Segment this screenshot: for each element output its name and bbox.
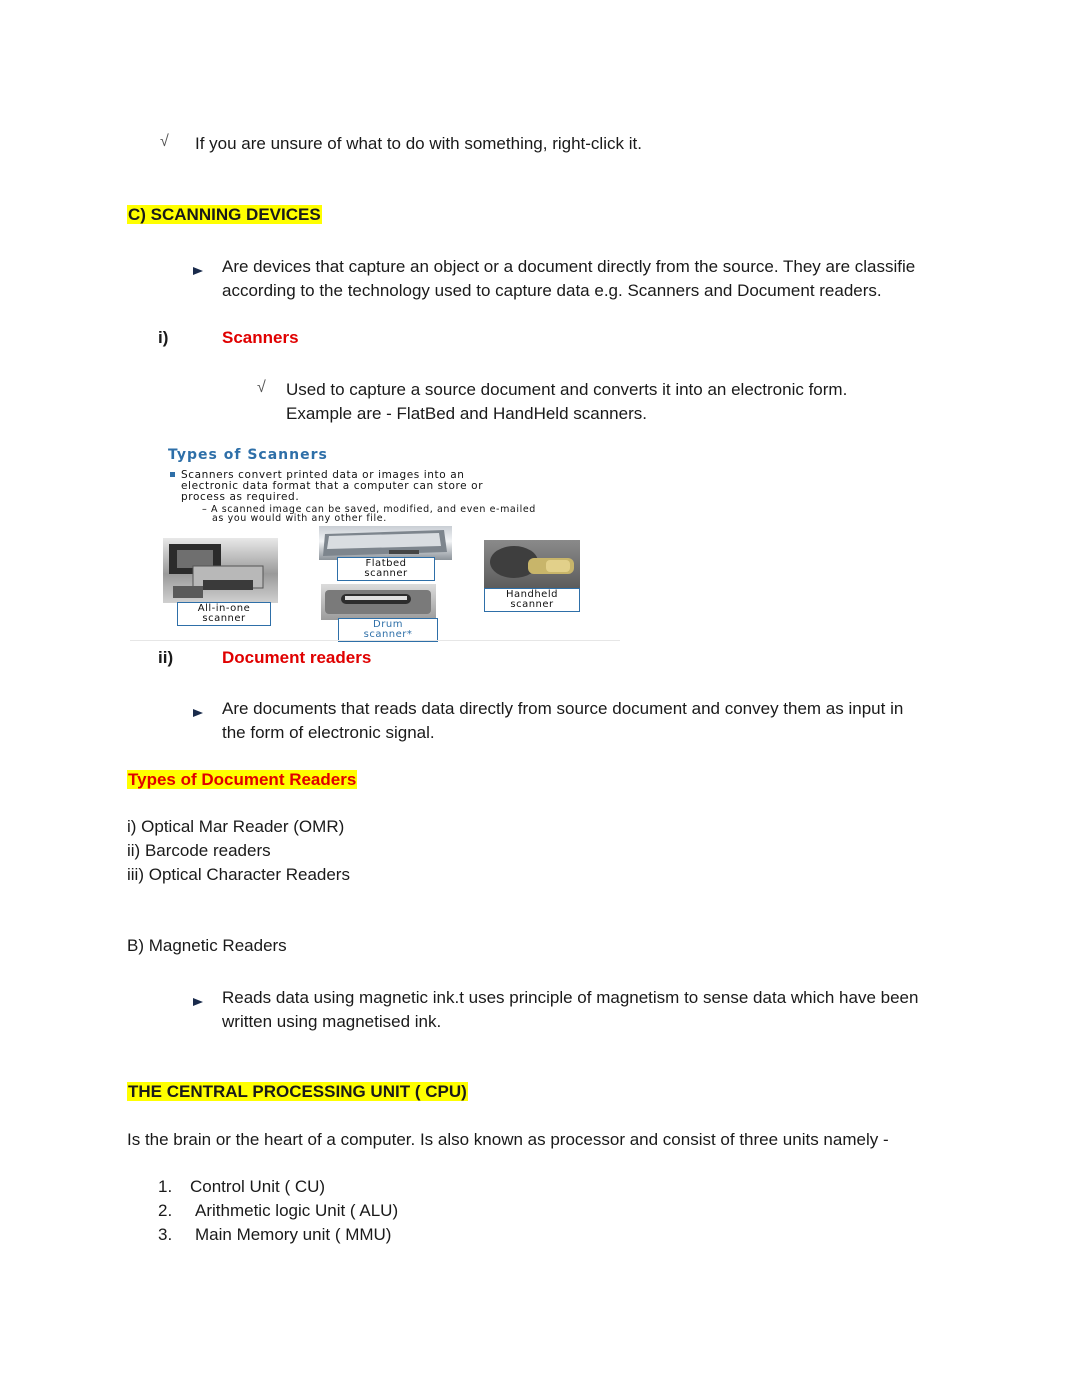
cpu-heading-text: THE CENTRAL PROCESSING UNIT ( CPU) <box>128 1082 467 1101</box>
drum-scanner-image <box>321 584 436 620</box>
arrow-bullet-icon <box>193 704 203 722</box>
scanners-heading: Scanners <box>222 328 299 347</box>
cpu-heading <box>127 1080 468 1104</box>
slide-divider <box>130 640 620 641</box>
handheld-caption: Handheld scanner <box>484 588 580 612</box>
document-readers-heading: Document readers <box>222 648 372 667</box>
doc-reader-item: i) Optical Mar Reader (OMR) <box>127 817 345 836</box>
section-c-heading-text: C) SCANNING DEVICES <box>128 205 321 224</box>
cpu-unit-number: 3. <box>158 1225 173 1244</box>
slide-title: Types of Scanners <box>168 447 328 463</box>
types-doc-readers-heading <box>127 768 357 792</box>
flatbed-caption: Flatbed scanner <box>337 557 435 581</box>
cpu-unit-number: 1. <box>158 1177 173 1196</box>
arrow-bullet-icon <box>193 993 203 1011</box>
section-c-desc-1: Are devices that capture an object or a document directly from the source. They are classifie <box>222 257 916 276</box>
slide-sub-line-2: as you would with any other file. <box>212 513 387 524</box>
magnetic-text-1: Reads data using magnetic ink.t uses principle of magnetism to sense data which have been <box>222 988 919 1007</box>
handheld-scanner-image <box>484 540 580 590</box>
scanners-text-2: Example are - FlatBed and HandHeld scanners. <box>286 404 647 423</box>
magnetic-heading: B) Magnetic Readers <box>127 936 287 955</box>
cpu-unit-label: Main Memory unit ( MMU) <box>195 1225 392 1244</box>
doc-reader-item: iii) Optical Character Readers <box>127 865 350 884</box>
all-in-one-caption: All-in-one scanner <box>177 602 271 626</box>
doc-reader-item: ii) Barcode readers <box>127 841 271 860</box>
flatbed-scanner-image <box>319 526 452 560</box>
check-mark-icon: √ <box>160 133 169 150</box>
cpu-unit-label: Control Unit ( CU) <box>190 1177 326 1196</box>
scanners-text-1: Used to capture a source document and converts it into an electronic form. <box>286 380 848 399</box>
document-readers-text-2: the form of electronic signal. <box>222 723 435 742</box>
arrow-bullet-icon <box>193 262 203 280</box>
cpu-unit-number: 2. <box>158 1201 173 1220</box>
types-doc-readers-heading-text: Types of Document Readers <box>128 770 357 789</box>
slide-bullet-line-3: process as required. <box>181 491 300 503</box>
scanner-types-figure <box>160 442 630 647</box>
cpu-unit-label: Arithmetic logic Unit ( ALU) <box>195 1201 399 1220</box>
slide-bullet-line-2: electronic data format that a computer can store or <box>181 480 484 492</box>
intro-tip: If you are unsure of what to do with something, right-click it. <box>195 134 642 153</box>
drum-caption: Drum scanner* <box>338 618 438 642</box>
slide-bullet-icon <box>170 472 175 477</box>
document-readers-text-1: Are documents that reads data directly from source document and convey them as input in <box>222 699 904 718</box>
scanners-number: i) <box>158 328 169 347</box>
slide-sub-line-1: – A scanned image can be saved, modified, and even e-mailed <box>202 504 536 515</box>
slide-bullet-line-1: Scanners convert printed data or images into an <box>181 469 465 481</box>
document-readers-number: ii) <box>158 648 174 667</box>
section-c-heading <box>127 203 322 227</box>
magnetic-text-2: written using magnetised ink. <box>222 1012 442 1031</box>
cpu-description: Is the brain or the heart of a computer. Is also known as processor and consist of three units namely - <box>127 1130 889 1149</box>
all-in-one-scanner-image <box>163 538 278 603</box>
section-c-desc-2: according to the technology used to capture data e.g. Scanners and Document readers. <box>222 281 882 300</box>
check-mark-icon: √ <box>257 379 266 396</box>
